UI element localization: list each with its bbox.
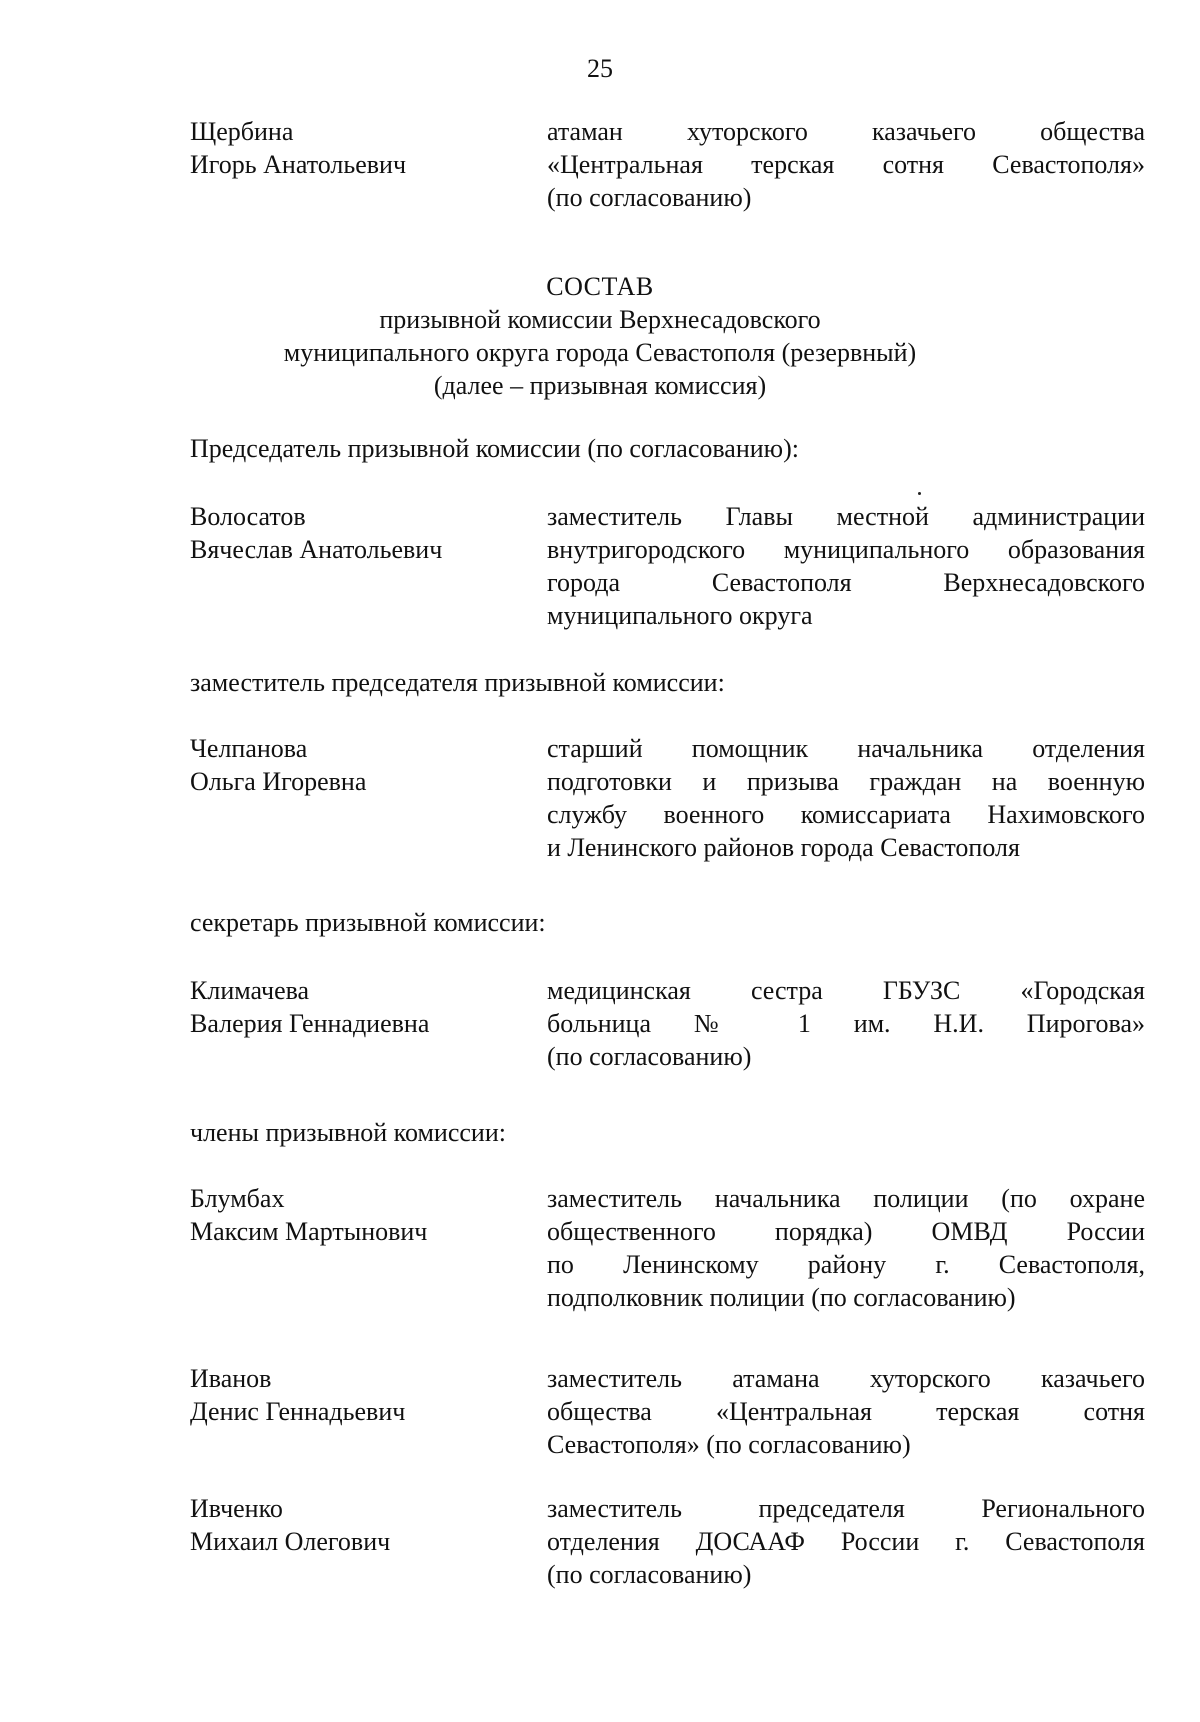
role-line: по Ленинскому району г. Севастополя, [547,1250,1145,1279]
role-line: общественного порядка) ОМВД России [547,1217,1145,1246]
person-role [547,500,1145,632]
name-line: Валерия Геннадиевна [190,1009,430,1038]
person-role [547,974,1145,1073]
role-line: заместитель Главы местной администрации [547,502,1145,531]
name-line: Игорь Анатольевич [190,150,407,179]
person-name [190,1362,520,1428]
role-line: Севастополя» (по согласованию) [547,1430,911,1459]
person-name [190,115,520,181]
person-role [547,1362,1145,1461]
heading-title: СОСТАВ [546,272,654,301]
name-line: Михаил Олегович [190,1527,391,1556]
name-line: Ивченко [190,1494,283,1523]
role-line: внутригородского муниципального образования [547,535,1145,564]
role-line: «Центральная терская сотня Севастополя» [547,150,1145,179]
role-line: отделения ДОСААФ России г. Севастополя [547,1527,1145,1556]
person-role [547,1492,1145,1591]
page-number: 25 [587,54,613,83]
person-name [190,500,520,566]
scan-speck [918,492,921,495]
role-line: старший помощник начальника отделения [547,734,1145,763]
heading-line: муниципального округа города Севастополя (резервный) [283,338,917,367]
name-line: Климачева [190,976,310,1005]
name-line: Волосатов [190,502,306,531]
role-line: заместитель начальника полиции (по охране [547,1184,1145,1213]
person-name [190,974,520,1040]
role-line: подготовки и призыва граждан на военную [547,767,1145,796]
secretary-label: секретарь призывной комиссии: [190,908,546,937]
name-line: Ольга Игоревна [190,767,367,796]
person-name [190,732,520,798]
name-line: Иванов [190,1364,272,1393]
heading-line: призывной комиссии Верхнесадовского [379,305,821,334]
role-line: (по согласованию) [547,183,752,212]
person-role [547,732,1145,864]
role-line: заместитель председателя Регионального [547,1494,1145,1523]
name-line: Максим Мартынович [190,1217,428,1246]
role-line: заместитель атамана хуторского казачьего [547,1364,1145,1393]
name-line: Вячеслав Анатольевич [190,535,443,564]
person-name [190,1492,520,1558]
chairman-label: Председатель призывной комиссии (по согласованию): [190,434,799,463]
deputy-label: заместитель председателя призывной комиссии: [190,668,725,697]
name-line: Челпанова [190,734,308,763]
members-label: члены призывной комиссии: [190,1118,506,1147]
role-line: и Ленинского районов города Севастополя [547,833,1020,862]
role-line: медицинская сестра ГБУЗС «Городская [547,976,1145,1005]
name-line: Блумбах [190,1184,285,1213]
person-name [190,1182,520,1248]
name-line: Щербина [190,117,294,146]
role-line: (по согласованию) [547,1560,752,1589]
role-line: подполковник полиции (по согласованию) [547,1283,1016,1312]
composition-heading [0,270,1200,402]
role-line: больница № 1 им. Н.И. Пирогова» [547,1009,1145,1038]
role-line: службу военного комиссариата Нахимовского [547,800,1145,829]
heading-line: (далее – призывная комиссия) [433,371,767,400]
role-line: города Севастополя Верхнесадовского [547,568,1145,597]
role-line: (по согласованию) [547,1042,752,1071]
person-role [547,1182,1145,1314]
role-line: общества «Центральная терская сотня [547,1397,1145,1426]
role-line: муниципального округа [547,601,813,630]
name-line: Денис Геннадьевич [190,1397,406,1426]
person-role [547,115,1145,214]
role-line: атаман хуторского казачьего общества [547,117,1145,146]
